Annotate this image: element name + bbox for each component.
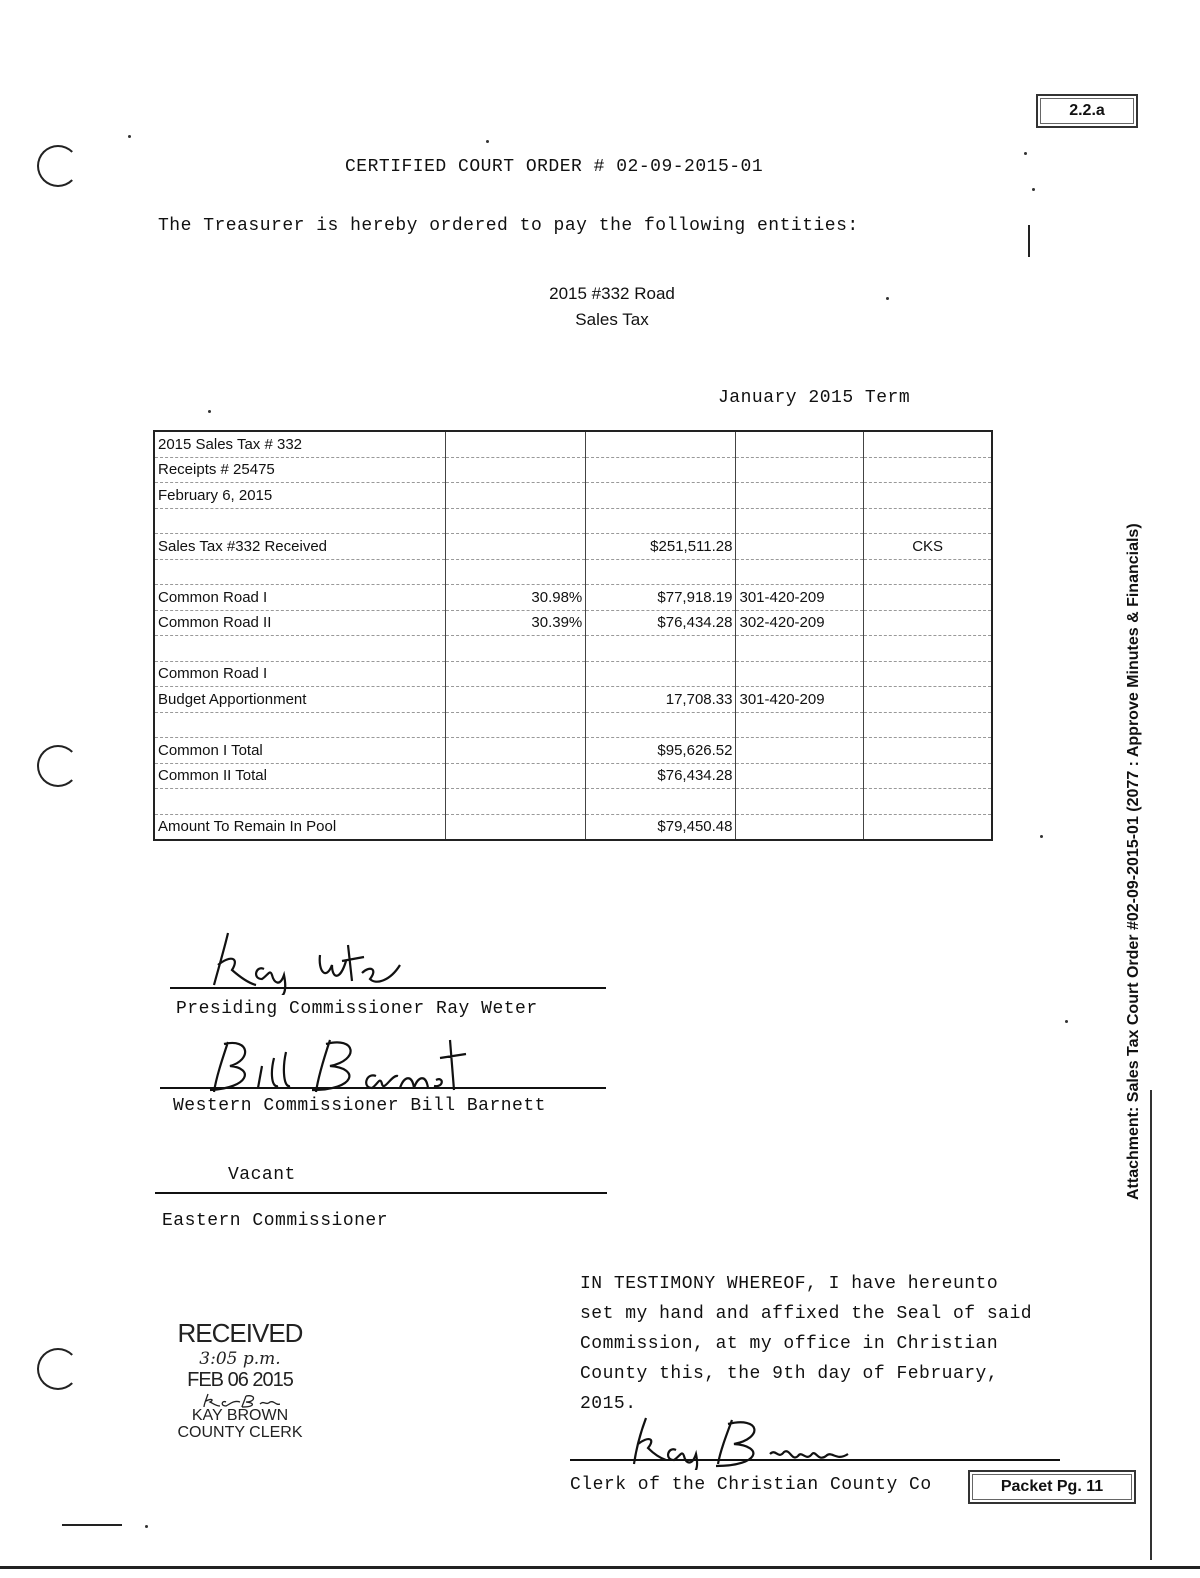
ledger-cell-percent bbox=[446, 559, 586, 585]
ledger-cell-account bbox=[736, 661, 864, 687]
eastern-commissioner-label: Eastern Commissioner bbox=[162, 1211, 389, 1231]
ledger-cell-row-label: Receipts # 25475 bbox=[154, 457, 446, 483]
ledger-cell-percent bbox=[446, 636, 586, 662]
stamp-initials bbox=[150, 1392, 330, 1408]
ledger-cell-amount: 17,708.33 bbox=[586, 687, 736, 713]
stamp-time: 3:05 p.m. bbox=[199, 1349, 281, 1369]
ledger-cell-account: 301-420-209 bbox=[736, 585, 864, 611]
ledger-cell-amount bbox=[586, 636, 736, 662]
ledger-cell-note: CKS bbox=[864, 534, 992, 560]
ledger-cell-row-label bbox=[154, 712, 446, 738]
ledger-cell-note bbox=[864, 789, 992, 815]
stamp-received: RECEIVED bbox=[177, 1318, 303, 1348]
ledger-cell-percent: 30.98% bbox=[446, 585, 586, 611]
ledger-cell-row-label: Sales Tax #332 Received bbox=[154, 534, 446, 560]
ledger-cell-account bbox=[736, 457, 864, 483]
testimony-line: set my hand and affixed the Seal of said bbox=[580, 1304, 1033, 1324]
ledger-cell-note bbox=[864, 431, 992, 457]
ledger-row bbox=[154, 585, 992, 611]
scan-edge-line bbox=[1150, 1090, 1152, 1560]
testimony-line: County this, the 9th day of February, bbox=[580, 1364, 999, 1384]
ledger-row bbox=[154, 610, 992, 636]
presiding-commissioner-label: Presiding Commissioner Ray Weter bbox=[176, 999, 538, 1019]
clerk-signature-line bbox=[570, 1459, 1060, 1461]
testimony-line: Commission, at my office in Christian bbox=[580, 1334, 999, 1354]
ledger-cell-account: 301-420-209 bbox=[736, 687, 864, 713]
term-label: January 2015 Term bbox=[718, 388, 911, 408]
scan-speck bbox=[208, 410, 211, 413]
ledger-cell-row-label bbox=[154, 636, 446, 662]
ledger-cell-note bbox=[864, 814, 992, 840]
ledger-row bbox=[154, 789, 992, 815]
ledger-cell-percent bbox=[446, 457, 586, 483]
ledger-row bbox=[154, 636, 992, 662]
clerk-label: Clerk of the Christian County Co bbox=[570, 1475, 932, 1495]
stamp-office: COUNTY CLERK bbox=[177, 1424, 303, 1441]
ledger-cell-amount bbox=[586, 559, 736, 585]
ledger-cell-amount: $251,511.28 bbox=[586, 534, 736, 560]
western-commissioner-label: Western Commissioner Bill Barnett bbox=[173, 1096, 546, 1116]
ledger-cell-amount bbox=[586, 789, 736, 815]
ledger-cell-amount: $76,434.28 bbox=[586, 763, 736, 789]
ledger-cell-note bbox=[864, 610, 992, 636]
scan-speck bbox=[145, 1525, 148, 1528]
packet-page-tag: Packet Pg. 11 bbox=[968, 1470, 1136, 1504]
order-intro: The Treasurer is hereby ordered to pay the following entities: bbox=[158, 216, 859, 236]
ledger-cell-amount: $77,918.19 bbox=[586, 585, 736, 611]
ledger-cell-percent bbox=[446, 508, 586, 534]
ledger-cell-row-label: Common I Total bbox=[154, 738, 446, 764]
vacant-label: Vacant bbox=[228, 1165, 296, 1185]
scan-speck bbox=[1040, 835, 1043, 838]
ledger-cell-amount bbox=[586, 712, 736, 738]
ledger-row bbox=[154, 559, 992, 585]
ledger-cell-percent bbox=[446, 763, 586, 789]
ledger-cell-account bbox=[736, 712, 864, 738]
scan-speck bbox=[128, 135, 131, 138]
ledger-cell-percent bbox=[446, 687, 586, 713]
ledger-cell-percent bbox=[446, 483, 586, 509]
item-tag: 2.2.a bbox=[1036, 94, 1138, 128]
ledger-cell-account bbox=[736, 431, 864, 457]
ledger-row bbox=[154, 814, 992, 840]
ledger-cell-note bbox=[864, 585, 992, 611]
ledger-cell-amount bbox=[586, 431, 736, 457]
ledger-cell-amount: $76,434.28 bbox=[586, 610, 736, 636]
ledger-cell-account bbox=[736, 814, 864, 840]
ledger-cell-account bbox=[736, 508, 864, 534]
testimony-block bbox=[580, 1269, 1032, 1419]
ledger-cell-amount: $79,450.48 bbox=[586, 814, 736, 840]
ledger-cell-note bbox=[864, 738, 992, 764]
eastern-signature-line bbox=[155, 1192, 607, 1194]
ledger-row bbox=[154, 712, 992, 738]
subtitle-line-2: Sales Tax bbox=[575, 310, 649, 329]
ledger-cell-row-label: Budget Apportionment bbox=[154, 687, 446, 713]
ledger-cell-note bbox=[864, 687, 992, 713]
ledger-cell-note bbox=[864, 763, 992, 789]
scan-speck bbox=[1032, 188, 1035, 191]
ledger-cell-percent: 30.39% bbox=[446, 610, 586, 636]
punch-hole-top bbox=[37, 145, 79, 187]
stamp-date: FEB 06 2015 bbox=[187, 1369, 293, 1391]
ledger-cell-note bbox=[864, 457, 992, 483]
kay-brown-signature bbox=[620, 1410, 870, 1474]
scan-speck bbox=[886, 297, 889, 300]
ledger-cell-note bbox=[864, 508, 992, 534]
ledger-cell-row-label: Common II Total bbox=[154, 763, 446, 789]
ledger-cell-account bbox=[736, 763, 864, 789]
scan-mark bbox=[62, 1524, 122, 1526]
ledger-row bbox=[154, 431, 992, 457]
ledger-row bbox=[154, 687, 992, 713]
ledger-cell-note bbox=[864, 712, 992, 738]
scan-mark bbox=[1028, 225, 1030, 257]
punch-hole-bottom bbox=[37, 1348, 79, 1390]
ledger-cell-account bbox=[736, 636, 864, 662]
ledger-cell-percent bbox=[446, 789, 586, 815]
order-title: CERTIFIED COURT ORDER # 02-09-2015-01 bbox=[345, 157, 764, 177]
ledger-cell-percent bbox=[446, 534, 586, 560]
ledger-row bbox=[154, 457, 992, 483]
ledger-cell-row-label bbox=[154, 789, 446, 815]
ledger-cell-amount bbox=[586, 661, 736, 687]
subtitle-line-1: 2015 #332 Road bbox=[549, 284, 675, 303]
testimony-line: 2015. bbox=[580, 1394, 637, 1414]
ledger-cell-percent bbox=[446, 431, 586, 457]
ledger-cell-row-label: Common Road I bbox=[154, 585, 446, 611]
ledger-cell-account: 302-420-209 bbox=[736, 610, 864, 636]
ledger-cell-row-label: Common Road I bbox=[154, 661, 446, 687]
ledger-row bbox=[154, 763, 992, 789]
ledger-cell-percent bbox=[446, 814, 586, 840]
ledger-cell-note bbox=[864, 661, 992, 687]
attachment-side-label: Attachment: Sales Tax Court Order #02-09-2015-01 (2077 : Approve Minutes & Financials) bbox=[1125, 523, 1142, 1200]
ledger-cell-row-label: Common Road II bbox=[154, 610, 446, 636]
scan-speck bbox=[486, 140, 489, 143]
punch-hole-middle bbox=[37, 745, 79, 787]
ledger-cell-percent bbox=[446, 712, 586, 738]
ledger-cell-row-label: Amount To Remain In Pool bbox=[154, 814, 446, 840]
ledger-cell-note bbox=[864, 636, 992, 662]
ledger-cell-percent bbox=[446, 738, 586, 764]
western-signature-line bbox=[160, 1087, 606, 1089]
ledger-row bbox=[154, 508, 992, 534]
scan-bottom-edge bbox=[0, 1566, 1200, 1569]
ledger-cell-amount bbox=[586, 508, 736, 534]
scan-speck bbox=[1024, 152, 1027, 155]
sales-tax-ledger bbox=[153, 430, 993, 841]
ledger-row bbox=[154, 661, 992, 687]
ledger-row bbox=[154, 483, 992, 509]
ledger-cell-account bbox=[736, 483, 864, 509]
ledger-cell-row-label bbox=[154, 559, 446, 585]
ledger-cell-amount bbox=[586, 483, 736, 509]
bill-barnett-signature bbox=[200, 1030, 480, 1104]
ledger-row bbox=[154, 534, 992, 560]
ledger-cell-note bbox=[864, 483, 992, 509]
ledger-cell-amount: $95,626.52 bbox=[586, 738, 736, 764]
testimony-line: IN TESTIMONY WHEREOF, I have hereunto bbox=[580, 1274, 999, 1294]
ledger-cell-note bbox=[864, 559, 992, 585]
ledger-cell-amount bbox=[586, 457, 736, 483]
ledger-row bbox=[154, 738, 992, 764]
stamp-name: KAY BROWN bbox=[191, 1407, 289, 1424]
ledger-cell-account bbox=[736, 738, 864, 764]
ledger-cell-account bbox=[736, 789, 864, 815]
presiding-signature-line bbox=[170, 987, 606, 989]
scan-speck bbox=[1065, 1020, 1068, 1023]
ledger-cell-row-label: February 6, 2015 bbox=[154, 483, 446, 509]
ledger-cell-account bbox=[736, 534, 864, 560]
received-stamp bbox=[150, 1318, 330, 1442]
ledger-cell-account bbox=[736, 559, 864, 585]
ledger-cell-row-label: 2015 Sales Tax # 332 bbox=[154, 431, 446, 457]
ledger-cell-row-label bbox=[154, 508, 446, 534]
ledger-cell-percent bbox=[446, 661, 586, 687]
